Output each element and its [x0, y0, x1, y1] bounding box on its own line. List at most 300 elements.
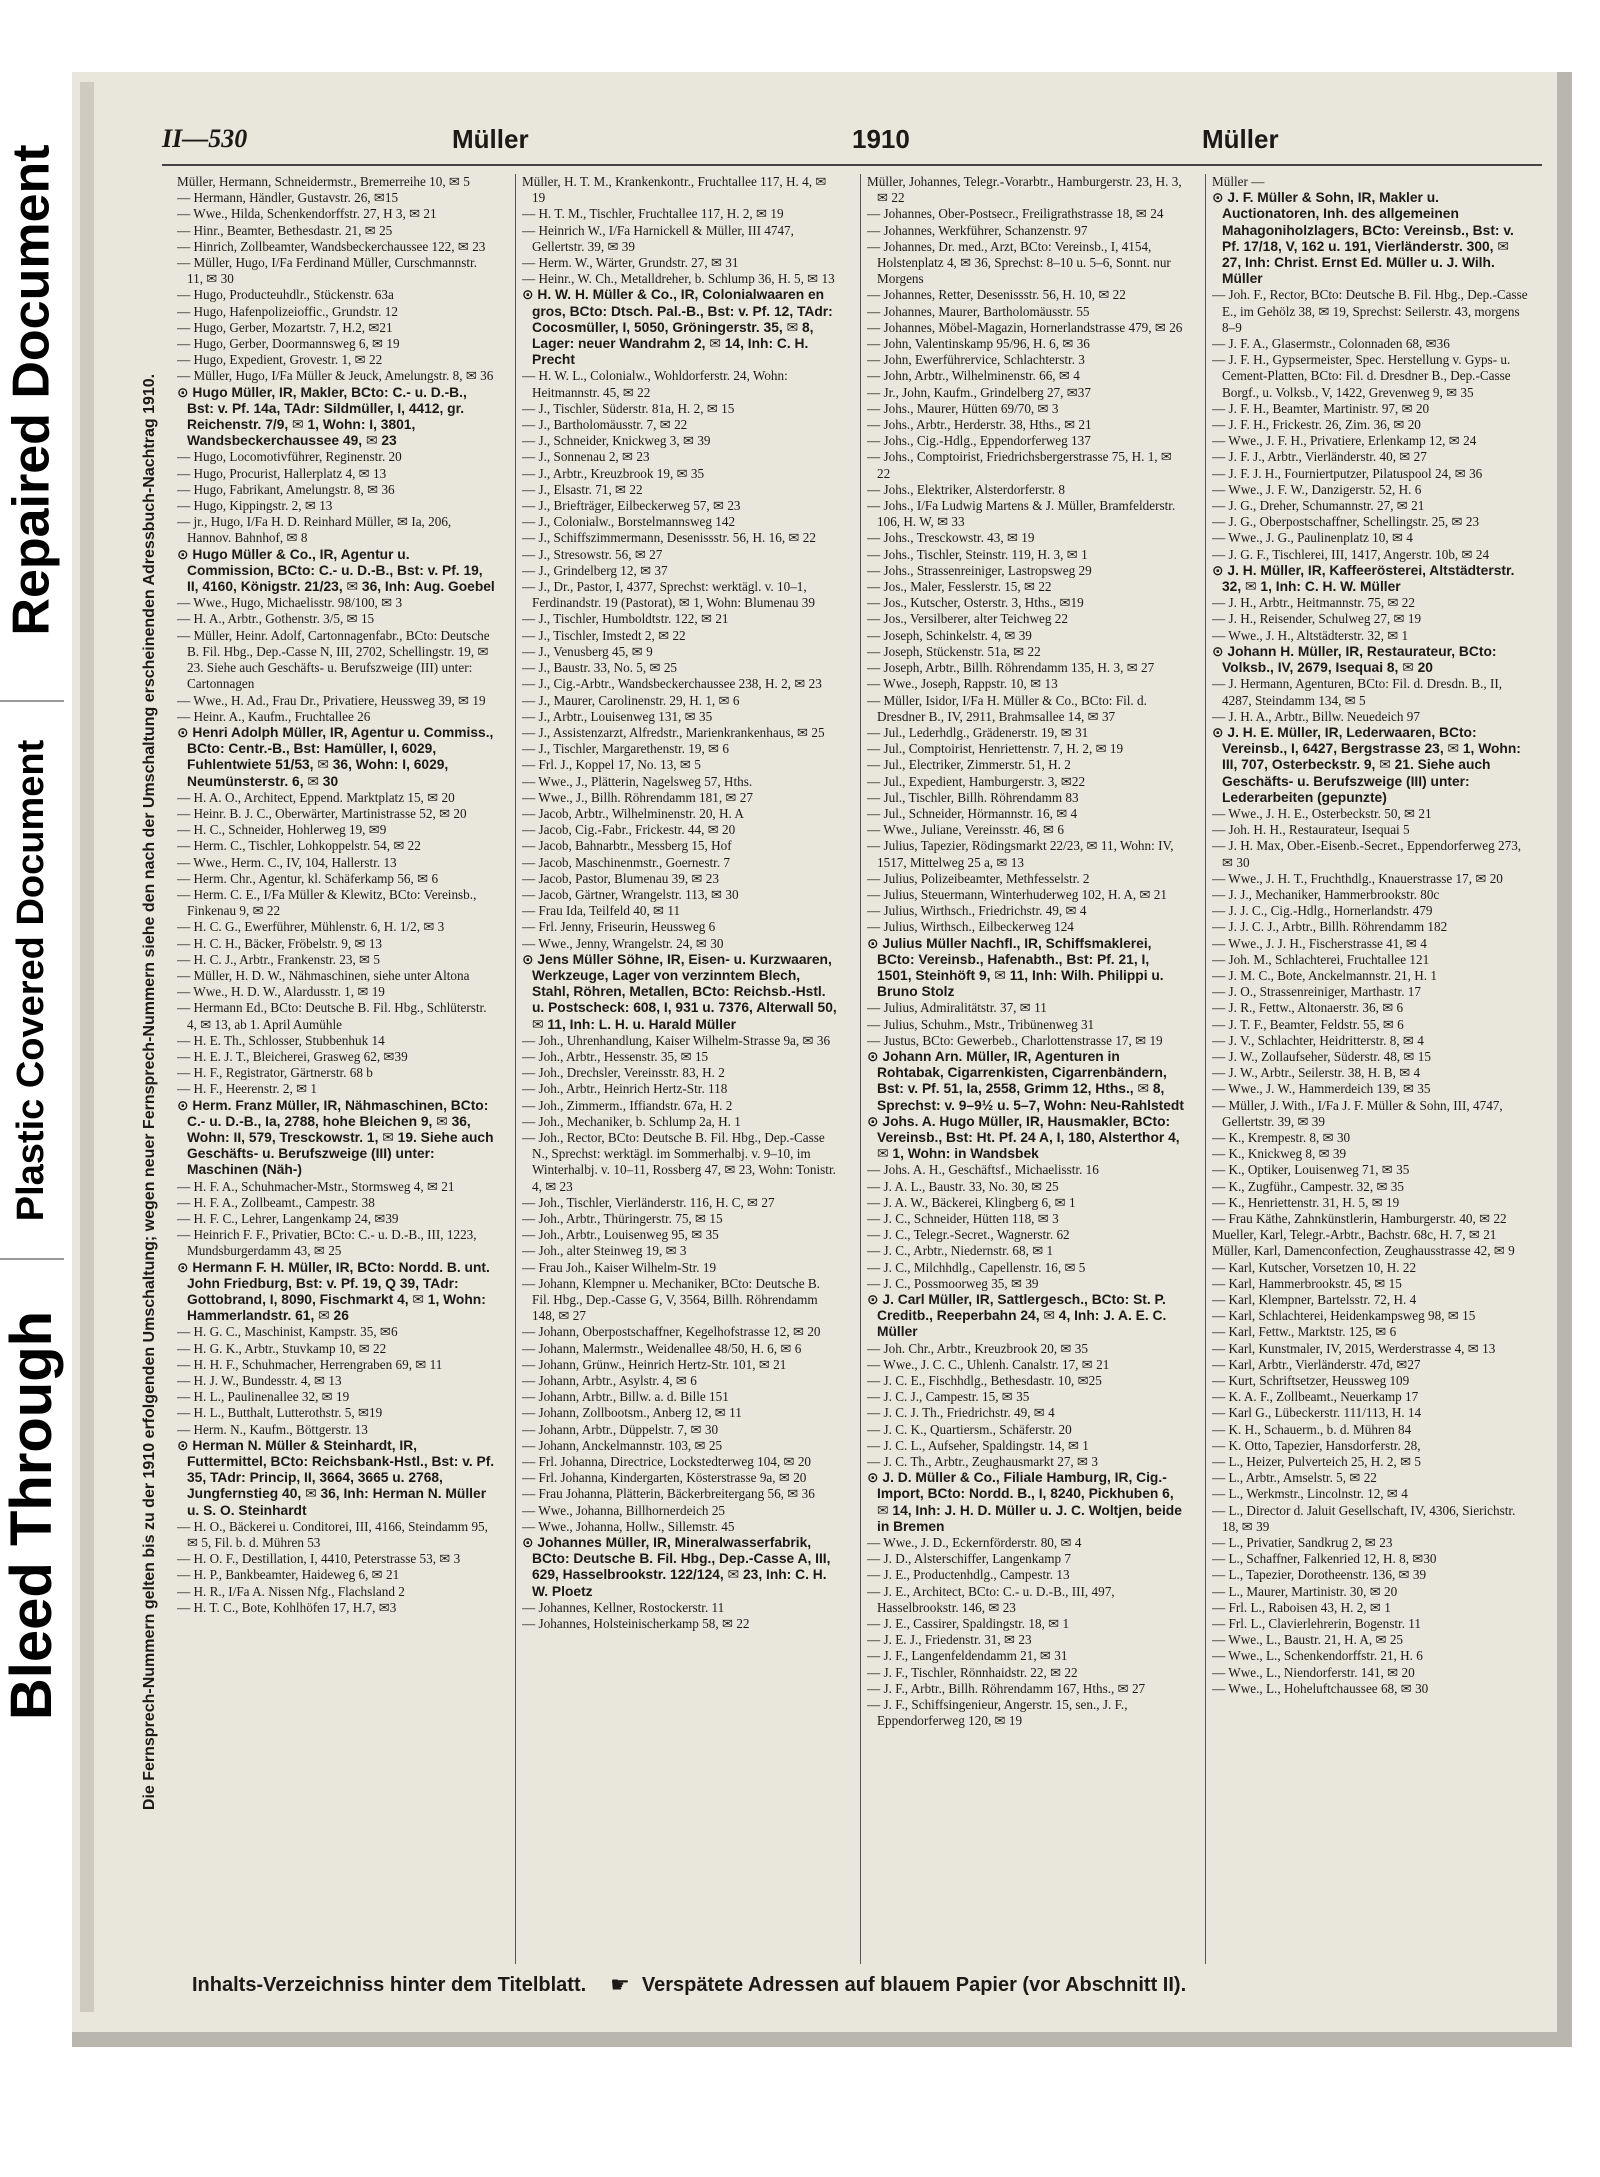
column-divider: [860, 174, 861, 1964]
directory-entry: — L., Werkmstr., Lincolnstr. 12, ✉ 4: [1212, 1486, 1408, 1502]
directory-entry: — Wwe., J. D., Eckernförderstr. 80, ✉ 4: [867, 1535, 1082, 1551]
directory-entry: — Karl, Arbtr., Vierländerstr. 47d, ✉27: [1212, 1356, 1421, 1372]
directory-entry: — K., Krempestr. 8, ✉ 30: [1212, 1129, 1351, 1145]
firm-entry: ⊙ Julius Müller Nachfl., IR, Schiffsmaklerei, BCto: Vereinsb., Hafenabth., Bst: Pf. 21, I, 1501, Steinhöft 9, ✉ 11, Inh: Wilh. Philippi u. Bruno Stolz: [867, 935, 1164, 1000]
directory-entry: — Jul., Expedient, Hamburgerstr. 3, ✉22: [867, 773, 1086, 789]
directory-entry: — Jos., Kutscher, Osterstr. 3, Hths., ✉19: [867, 595, 1084, 611]
directory-entry: — Johannes, Dr. med., Arzt, BCto: Vereinsb., I, 4154, Holstenplatz 4, ✉ 36, Sprechst: 8–10 u. 5–6, Sonnt. nur Morgens: [867, 238, 1171, 287]
directory-entry: — Heinr. A., Kaufm., Fruchtallee 26: [177, 708, 371, 724]
directory-entry: — Joh. M., Schlachterei, Fruchtallee 121: [1212, 951, 1430, 967]
directory-columns: [177, 174, 1549, 1964]
directory-entry: — jr., Hugo, I/Fa H. D. Reinhard Müller, ✉ Ia, 206, Hannov. Bahnhof, ✉ 8: [177, 514, 452, 546]
directory-entry: — Frau Käthe, Zahnkünstlerin, Hamburgerstr. 40, ✉ 22: [1212, 1211, 1507, 1226]
directory-entry: — Wwe., J., Plätterin, Nagelsweg 57, Hths.: [522, 773, 753, 789]
directory-entry: — J., Sonnenau 2, ✉ 23: [522, 449, 650, 465]
directory-entry: — Karl G., Lübeckerstr. 111/113, H. 14: [1212, 1405, 1422, 1421]
directory-entry: — Joh., Uhrenhandlung, Kaiser Wilhelm-Strasse 9a, ✉ 36: [522, 1032, 831, 1048]
directory-entry: — Wwe., J. W., Hammerdeich 139, ✉ 35: [1212, 1081, 1431, 1097]
directory-entry: — Wwe., L., Baustr. 21, H. A, ✉ 25: [1212, 1632, 1404, 1648]
directory-entry: — Müller, H. D. W., Nähmaschinen, siehe unter Altona: [177, 967, 470, 983]
directory-entry: — Jacob, Arbtr., Wilhelminenstr. 20, H. A: [522, 805, 744, 821]
directory-entry: — J. C. K., Quartiersm., Schäferstr. 20: [867, 1421, 1072, 1437]
directory-entry: — J. W., Zollaufseher, Süderstr. 48, ✉ 15: [1212, 1048, 1431, 1064]
directory-entry: — Joh., alter Steinweg 19, ✉ 3: [522, 1243, 687, 1259]
directory-entry: — L., Arbtr., Amselstr. 5, ✉ 22: [1212, 1470, 1377, 1486]
directory-entry: Müller —: [1212, 174, 1265, 189]
directory-entry: — J. F., Langenfeldendamm 21, ✉ 31: [867, 1648, 1068, 1664]
directory-entry: — H. G. C., Maschinist, Kampstr. 35, ✉6: [177, 1324, 398, 1340]
directory-entry: — Herm. W., Wärter, Grundstr. 27, ✉ 31: [522, 255, 739, 271]
directory-entry: — J., Elsastr. 71, ✉ 22: [522, 481, 643, 497]
directory-entry: — J. E., Architect, BCto: C.- u. D.-B., III, 497, Hasselbrookstr. 146, ✉ 23: [867, 1583, 1115, 1615]
directory-entry: — J., Tischler, Humboldtstr. 122, ✉ 21: [522, 611, 729, 627]
directory-entry: — J., Dr., Pastor, I, 4377, Sprechst: werktägl. v. 10–1, Ferdinandstr. 19 (Pastorat), ✉ 1, Wohn: Blumenau 39: [522, 579, 815, 611]
directory-entry: — Heinrich F. F., Privatier, BCto: C.- u. D.-B., III, 1223, Mundsburgerdamm 43, ✉ 25: [177, 1227, 477, 1259]
directory-entry: — J. F. J., Arbtr., Vierländerstr. 40, ✉ 27: [1212, 449, 1427, 465]
directory-entry: — Wwe., J. H. T., Fruchthdlg., Knauerstrasse 17, ✉ 20: [1212, 870, 1503, 886]
directory-entry: — Jacob, Gärtner, Wrangelstr. 113, ✉ 30: [522, 886, 739, 902]
directory-entry: — H. C., Schneider, Hohlerweg 19, ✉9: [177, 822, 387, 838]
firm-entry: ⊙ Herman N. Müller & Steinhardt, IR, Futtermittel, BCto: Reichsbank-Hstl., Bst: v. Pf. 35, TAdr: Princip, II, 3664, 3665 u. 2768, Jungfernstieg 40, ✉ 36, Inh: Herman N. Müller u. S. O. Steinhardt: [177, 1437, 495, 1518]
running-head: [162, 124, 1552, 164]
directory-entry: — H. J. W., Bundesstr. 4, ✉ 13: [177, 1373, 342, 1389]
directory-entry: — John, Valentinskamp 95/96, H. 6, ✉ 36: [867, 336, 1090, 352]
directory-entry: — J. F. H., Frickestr. 26, Zim. 36, ✉ 20: [1212, 417, 1421, 433]
firm-entry: ⊙ Henri Adolph Müller, IR, Agentur u. Commiss., BCto: Centr.-B., Bst: Hamüller, I, 6029, Fuhlentwiete 51/53, ✉ 36, Wohn: I, 6029, Neumünsterstr. 6, ✉ 30: [177, 724, 494, 789]
directory-entry: — L., Maurer, Martinistr. 30, ✉ 20: [1212, 1583, 1398, 1599]
directory-entry: — Jul., Electriker, Zimmerstr. 51, H. 2: [867, 757, 1071, 773]
directory-entry: — H. C. H., Bäcker, Fröbelstr. 9, ✉ 13: [177, 935, 383, 951]
margin-note: Die Fernsprech-Nummern gelten bis zu der 1910 erfolgenden Umschaltung; wegen neuer Fernsprech-Nummern siehe den nach der Umschaltung erscheinenden Adressbuch-Nachtrag 1910.: [141, 373, 158, 1811]
directory-entry: — Johann, Zollbootsm., Anberg 12, ✉ 11: [522, 1405, 742, 1421]
firm-entry: ⊙ J. D. Müller & Co., Filiale Hamburg, IR, Cig.-Import, BCto: Nordd. B., I, 8240, Pickhuben 6, ✉ 14, Inh: J. H. D. Müller u. J. C. Woltjen, beide in Bremen: [867, 1470, 1182, 1534]
directory-entry: — Johs., Cig.-Hdlg., Eppendorferweg 137: [867, 433, 1091, 449]
directory-entry: — Wwe., Jenny, Wrangelstr. 24, ✉ 30: [522, 935, 724, 951]
directory-entry: — Joh., Arbtr., Louisenweg 95, ✉ 35: [522, 1227, 719, 1243]
directory-entry: — Wwe., Herm. C., IV, 104, Hallerstr. 13: [177, 854, 397, 870]
page-footer: [192, 1968, 1552, 2002]
directory-entry: — H. C. J., Arbtr., Frankenstr. 23, ✉ 5: [177, 951, 381, 967]
firm-entry: ⊙ H. W. H. Müller & Co., IR, Colonialwaaren en gros, BCto: Dtsch. Pal.-B., Bst: v. Pf. 12, TAdr: Cocosmüller, I, 5050, Gröningerstr. 35, ✉ 8, Lager: neuer Wandrahm 2, ✉ 14, Inh: C. H. Precht: [522, 287, 833, 368]
directory-entry: — J. J. C. J., Arbtr., Billh. Röhrendamm 182: [1212, 919, 1448, 935]
directory-entry: — Hugo, Kippingstr. 2, ✉ 13: [177, 498, 333, 514]
directory-entry: — Johannes, Maurer, Bartholomäusstr. 55: [867, 303, 1090, 319]
directory-entry: — J. W., Arbtr., Seilerstr. 38, H. B, ✉ 4: [1212, 1065, 1421, 1081]
directory-entry: — John, Ewerführervice, Schlachterstr. 3: [867, 352, 1085, 368]
firm-entry: ⊙ Jens Müller Söhne, IR, Eisen- u. Kurzwaaren, Werkzeuge, Lager von verzinntem Blech, Stahl, Röhren, Metallen, BCto: Reichsb.-Hstl. u. Postscheck: 608, I, 931 u. 7376, Alterwall 50, ✉ 11, Inh: L. H. u. Harald Müller: [522, 951, 837, 1032]
directory-entry: — Hermann, Händler, Gustavstr. 26, ✉15: [177, 190, 399, 206]
directory-entry: — J. O., Strassenreiniger, Marthastr. 17: [1212, 984, 1421, 1000]
directory-entry: — Frau Joh., Kaiser Wilhelm-Str. 19: [522, 1259, 717, 1275]
directory-entry: — Wwe., J. F. W., Danzigerstr. 52, H. 6: [1212, 481, 1422, 497]
directory-entry: — Johs., Tischler, Steinstr. 119, H. 3, ✉ 1: [867, 546, 1088, 562]
directory-entry: — Wwe., J. G., Paulinenplatz 10, ✉ 4: [1212, 530, 1413, 546]
directory-entry: — H. G. K., Arbtr., Stuvkamp 10, ✉ 22: [177, 1340, 387, 1356]
directory-entry: — H. A. O., Architect, Eppend. Marktplatz 15, ✉ 20: [177, 789, 455, 805]
directory-entry: — J., Venusberg 45, ✉ 9: [522, 643, 653, 659]
directory-entry: — H. E. J. T., Bleicherei, Grasweg 62, ✉39: [177, 1048, 408, 1064]
pointing-hand-icon: ☛: [610, 1972, 630, 1997]
directory-entry: — Frl. J., Koppel 17, No. 13, ✉ 5: [522, 757, 701, 773]
column-divider: [515, 174, 516, 1964]
directory-entry: — Joh., Arbtr., Hessenstr. 35, ✉ 15: [522, 1048, 709, 1064]
directory-entry: — J. Hermann, Agenturen, BCto: Fil. d. Dresdn. B., II, 4287, Steindamm 134, ✉ 5: [1212, 676, 1503, 708]
directory-entry: — Joseph, Arbtr., Billh. Röhrendamm 135, H. 3, ✉ 27: [867, 660, 1155, 676]
directory-entry: — J., Tischler, Imstedt 2, ✉ 22: [522, 627, 686, 643]
directory-entry: — J. G., Oberpostschaffner, Schellingstr. 25, ✉ 23: [1212, 514, 1480, 530]
directory-entry: — Hugo, Locomotivführer, Reginenstr. 20: [177, 449, 402, 465]
directory-entry: — L., Heizer, Pulverteich 25, H. 2, ✉ 5: [1212, 1454, 1422, 1470]
directory-entry: — J., Bartholomäusstr. 7, ✉ 22: [522, 417, 688, 433]
directory-entry: — Julius, Wirthsch., Friedrichstr. 49, ✉ 4: [867, 903, 1087, 919]
directory-entry: — Karl, Hammerbrookstr. 45, ✉ 15: [1212, 1275, 1402, 1291]
directory-entry: — J., Arbtr., Louisenweg 131, ✉ 35: [522, 708, 713, 724]
directory-entry: — Frl. Jenny, Friseurin, Heussweg 6: [522, 919, 716, 935]
directory-entry: — Herm. C., Tischler, Lohkoppelstr. 54, ✉ 22: [177, 838, 421, 854]
directory-entry: — H. L., Butthalt, Lutterothstr. 5, ✉19: [177, 1405, 383, 1421]
directory-entry: — Joh., Arbtr., Thüringerstr. 75, ✉ 15: [522, 1211, 723, 1226]
directory-entry: — J. G., Dreher, Schumannstr. 27, ✉ 21: [1212, 498, 1425, 514]
directory-entry: — Heinr. B. J. C., Oberwärter, Martinistrasse 52, ✉ 20: [177, 805, 467, 821]
directory-entry: — K. Otto, Tapezier, Hansdorferstr. 28,: [1212, 1437, 1421, 1453]
directory-entry: — J. C., Arbtr., Niedernstr. 68, ✉ 1: [867, 1243, 1054, 1259]
directory-entry: — Joh., Zimmerm., Iffiandstr. 67a, H. 2: [522, 1097, 733, 1113]
directory-entry: — J. C., Schneider, Hütten 118, ✉ 3: [867, 1211, 1059, 1226]
directory-entry: — Frl. L., Raboisen 43, H. 2, ✉ 1: [1212, 1599, 1391, 1615]
directory-entry: — Jacob, Bahnarbtr., Messberg 15, Hof: [522, 838, 732, 854]
directory-entry: — J. J. C., Cig.-Hdlg., Hornerlandstr. 479: [1212, 903, 1433, 919]
header-rule: [162, 164, 1542, 166]
directory-entry: — Julius, Polizeibeamter, Methfesselstr. 2: [867, 870, 1090, 886]
directory-entry: — Julius, Admiralitätstr. 37, ✉ 11: [867, 1000, 1047, 1016]
directory-entry: — J., Tischler, Margarethenstr. 19, ✉ 6: [522, 741, 729, 757]
directory-entry: — Johann, Grünw., Heinrich Hertz-Str. 101, ✉ 21: [522, 1356, 787, 1372]
directory-entry: — Wwe., H. Ad., Frau Dr., Privatiere, Heussweg 39, ✉ 19: [177, 692, 486, 708]
footer-index-note: Inhalts-Verzeichniss hinter dem Titelblatt.: [192, 1973, 587, 1996]
directory-entry: — Johannes, Holsteinischerkamp 58, ✉ 22: [522, 1616, 750, 1632]
directory-entry: — Hugo, Producteuhdlr., Stückenstr. 63a: [177, 287, 394, 303]
directory-entry: — Müller, J. With., I/Fa J. F. Müller & Sohn, III, 4747, Gellertstr. 39, ✉ 39: [1212, 1097, 1503, 1129]
directory-entry: — Joh., Drechsler, Vereinsstr. 83, H. 2: [522, 1065, 725, 1081]
directory-entry: — Wwe., J. C. C., Uhlenh. Canalstr. 17, ✉ 21: [867, 1356, 1110, 1372]
directory-entry: — Johann, Arbtr., Billw. a. d. Bille 151: [522, 1389, 729, 1405]
firm-entry: ⊙ Hermann F. H. Müller, IR, BCto: Nordd. B. unt. John Friedburg, Bst: v. Pf. 19, Q 39, TAdr: Gottobrand, I, 8090, Fischmarkt 4, ✉ 1, Wohn: Hammerlandstr. 61, ✉ 26: [177, 1259, 490, 1324]
directory-entry: — J. T. F., Beamter, Feldstr. 55, ✉ 6: [1212, 1016, 1404, 1032]
directory-entry: — Johann, Malermstr., Weidenallee 48/50, H. 6, ✉ 6: [522, 1340, 802, 1356]
directory-entry: Müller, Johannes, Telegr.-Vorarbtr., Hamburgerstr. 23, H. 3, ✉ 22: [867, 174, 1182, 206]
directory-entry: — Wwe., H. D. W., Alardusstr. 1, ✉ 19: [177, 984, 385, 1000]
directory-entry: — J., Maurer, Carolinenstr. 29, H. 1, ✉ 6: [522, 692, 740, 708]
directory-entry: — L., Director d. Jaluit Gesellschaft, IV, 4306, Sierichstr. 18, ✉ 39: [1212, 1502, 1516, 1534]
directory-entry: — J. F. H., Gypsermeister, Spec. Herstellung v. Gyps- u. Cement-Platten, BCto: Fil. d. Dresdner B., Dep.-Casse Borgf., u. Volksb., V, 1422, Grevenweg 9, ✉ 35: [1212, 352, 1511, 400]
directory-entry: — K., Zugführ., Campestr. 32, ✉ 35: [1212, 1178, 1404, 1194]
directory-entry: — Johs., Tresckowstr. 43, ✉ 19: [867, 530, 1035, 546]
directory-entry: — Müller, Isidor, I/Fa H. Müller & Co., BCto: Fil. d. Dresdner B., IV, 2911, Brahmsallee 14, ✉ 37: [867, 692, 1147, 724]
directory-entry: — Johann, Anckelmannstr. 103, ✉ 25: [522, 1437, 723, 1453]
directory-entry: — J. H. Max, Ober.-Eisenb.-Secret., Eppendorferweg 273, ✉ 30: [1212, 838, 1522, 870]
directory-entry: — Joh., Arbtr., Heinrich Hertz-Str. 118: [522, 1081, 728, 1097]
directory-entry: — K., Knickweg 8, ✉ 39: [1212, 1146, 1347, 1162]
directory-entry: — H. C. G., Ewerführer, Mühlenstr. 6, H. 1/2, ✉ 3: [177, 919, 445, 935]
directory-entry: — Johs., Maurer, Hütten 69/70, ✉ 3: [867, 400, 1059, 416]
directory-entry: — Jul., Lederhdlg., Grädenerstr. 19, ✉ 31: [867, 724, 1089, 740]
directory-entry: — J. F. H., Beamter, Martinistr. 97, ✉ 20: [1212, 400, 1430, 416]
directory-entry: — Johs. A. H., Geschäftsf., Michaelisstr. 16: [867, 1162, 1099, 1178]
directory-entry: — H. F. C., Lehrer, Langenkamp 24, ✉39: [177, 1211, 399, 1226]
directory-entry: — Jacob, Maschinenmstr., Goernestr. 7: [522, 854, 731, 870]
directory-entry: — Frau Johanna, Plätterin, Bäckerbreitergang 56, ✉ 36: [522, 1486, 815, 1502]
directory-entry: — Joh., Tischler, Vierländerstr. 116, H. C, ✉ 27: [522, 1194, 775, 1210]
directory-entry: — Wwe., J. J. H., Fischerstrasse 41, ✉ 4: [1212, 935, 1427, 951]
firm-entry: ⊙ J. F. Müller & Sohn, IR, Makler u. Auctionatoren, Inh. des allgemeinen Mahagoniholzlagers, BCto: Vereinsb., Bst: v. Pf. 17/18, V, 162 u. 191, Vierländerstr. 300, ✉ 27, Inh: Christ. Ernst Ed. Müller u. J. Wilh. Müller: [1212, 190, 1514, 287]
directory-entry: — Karl, Schlachterei, Heidenkampsweg 98, ✉ 15: [1212, 1308, 1476, 1324]
firm-entry: ⊙ Johann H. Müller, IR, Restaurateur, BCto: Volksb., IV, 2679, Isequai 8, ✉ 20: [1212, 643, 1497, 676]
directory-entry: — Hugo, Expedient, Grovestr. 1, ✉ 22: [177, 352, 383, 368]
directory-entry: — Jr., John, Kaufm., Grindelberg 27, ✉37: [867, 384, 1091, 400]
directory-entry: — J. C. Th., Arbtr., Zeughausmarkt 27, ✉ 3: [867, 1454, 1098, 1470]
directory-entry: — H. F., Registrator, Gärtnerstr. 68 b: [177, 1065, 373, 1081]
directory-entry: — Johann, Oberpostschaffner, Kegelhofstrasse 12, ✉ 20: [522, 1324, 821, 1340]
year: 1910: [852, 124, 910, 154]
directory-entry: — J. J., Mechaniker, Hammerbrookstr. 80c: [1212, 886, 1440, 902]
directory-entry: — H. W. L., Colonialw., Wohldorferstr. 24, Wohn: Heitmannstr. 45, ✉ 22: [522, 368, 788, 400]
directory-entry: — H. F., Heerenstr. 2, ✉ 1: [177, 1081, 318, 1097]
directory-entry: — Frau Ida, Teilfeld 40, ✉ 11: [522, 903, 681, 919]
left-catchword: Müller: [452, 124, 529, 154]
directory-entry: — Heinrich W., I/Fa Harnickell & Müller, III 4747, Gellertstr. 39, ✉ 39: [522, 222, 794, 254]
directory-entry: — J. C., Milchhdlg., Capellenstr. 16, ✉ 5: [867, 1259, 1086, 1275]
directory-entry: — Johs., Comptoirist, Friedrichsbergerstrasse 75, H. 1, ✉ 22: [867, 449, 1172, 481]
directory-entry: — Joh. F., Rector, BCto: Deutsche B. Fil. Hbg., Dep.-Casse E., im Gehölz 38, ✉ 19, Sprechst: Seilerstr. 43, morgens 8–9: [1212, 287, 1528, 335]
directory-entry: — Hugo, Procurist, Hallerplatz 4, ✉ 13: [177, 465, 387, 481]
column-1: [177, 174, 495, 1964]
directory-entry: — J. M. C., Bote, Anckelmannstr. 21, H. 1: [1212, 967, 1437, 983]
directory-entry: — Joh., Mechaniker, b. Schlump 2a, H. 1: [522, 1113, 741, 1129]
directory-entry: — Herm. N., Kaufm., Böttgerstr. 13: [177, 1421, 368, 1437]
directory-entry: — Jacob, Pastor, Blumenau 39, ✉ 23: [522, 870, 719, 886]
directory-entry: — Wwe., J., Billh. Röhrendamm 181, ✉ 27: [522, 789, 753, 805]
directory-entry: — J. D., Alsterschiffer, Langenkamp 7: [867, 1551, 1071, 1567]
column-divider: [1205, 174, 1206, 1964]
directory-entry: Müller, H. T. M., Krankenkontr., Fruchtallee 117, H. 4, ✉ 19: [522, 174, 827, 206]
directory-entry: — Frl. Johanna, Kindergarten, Kösterstrasse 9a, ✉ 20: [522, 1470, 807, 1486]
directory-entry: — K., Henriettenstr. 31, H. 5, ✉ 19: [1212, 1194, 1400, 1210]
directory-entry: — J. C. J., Campestr. 15, ✉ 35: [867, 1389, 1030, 1405]
directory-entry: — L., Tapezier, Dorotheenstr. 136, ✉ 39: [1212, 1567, 1427, 1583]
directory-entry: — J., Colonialw., Borstelmannsweg 142: [522, 514, 736, 530]
directory-entry: — Justus, BCto: Gewerbeb., Charlottenstrasse 17, ✉ 19: [867, 1032, 1163, 1048]
firm-entry: ⊙ J. H. E. Müller, IR, Lederwaaren, BCto: Vereinsb., I, 6427, Bergstrasse 23, ✉ 1, Wohn: III, 707, Osterbeckstr. 9, ✉ 21. Siehe auch Geschäfts- u. Berufszweige (III) unter: Lederarbeiten (gepunzte): [1212, 724, 1521, 805]
directory-entry: — J. F., Arbtr., Billh. Röhrendamm 167, Hths., ✉ 27: [867, 1680, 1146, 1696]
directory-entry: — H. R., I/Fa A. Nissen Nfg., Flachsland 2: [177, 1583, 405, 1599]
directory-entry: — J. C., Telegr.-Secret., Wagnerstr. 62: [867, 1227, 1070, 1243]
directory-entry: — H. L., Paulinenallee 32, ✉ 19: [177, 1389, 350, 1405]
directory-entry: — J. F., Tischler, Rönnhaidstr. 22, ✉ 22: [867, 1664, 1078, 1680]
directory-entry: — Herm. Chr., Agentur, kl. Schäferkamp 56, ✉ 6: [177, 870, 439, 886]
directory-entry: — Karl, Kunstmaler, IV, 2015, Werderstrasse 4, ✉ 13: [1212, 1340, 1496, 1356]
directory-entry: — J. G. F., Tischlerei, III, 1417, Angerstr. 10b, ✉ 24: [1212, 546, 1490, 562]
directory-entry: — Johannes, Möbel-Magazin, Hornerlandstrasse 479, ✉ 26: [867, 319, 1183, 335]
directory-entry: — Johannes, Ober-Postsecr., Freiligrathstrasse 18, ✉ 24: [867, 206, 1164, 222]
directory-entry: — Müller, Heinr. Adolf, Cartonnagenfabr., BCto: Deutsche B. Fil. Hbg., Dep.-Casse N, III, 2702, Schellingstr. 19, ✉ 23. Siehe auch Geschäfts- u. Berufszweige (III) unter: Cartonnagen: [177, 627, 490, 692]
repaired-document-tag: Repaired Document: [3, 144, 61, 636]
directory-entry: — Johann, Arbtr., Asylstr. 4, ✉ 6: [522, 1373, 697, 1389]
directory-entry: — Johs., I/Fa Ludwig Martens & J. Müller, Bramfelderstr. 106, H. W, ✉ 33: [867, 498, 1176, 530]
directory-entry: — Wwe., J. H. E., Osterbeckstr. 50, ✉ 21: [1212, 805, 1432, 821]
directory-entry: — Jos., Versilberer, alter Teichweg 22: [867, 611, 1068, 627]
directory-entry: — Müller, Hugo, I/Fa Müller & Jeuck, Amelungstr. 8, ✉ 36: [177, 368, 494, 384]
directory-entry: — J., Assistenzarzt, Alfredstr., Marienkrankenhaus, ✉ 25: [522, 724, 825, 740]
directory-entry: — Herm. C. E., I/Fa Müller & Klewitz, BCto: Vereinsb., Finkenau 9, ✉ 22: [177, 886, 477, 919]
directory-entry: — K., Optiker, Louisenweg 71, ✉ 35: [1212, 1162, 1410, 1178]
directory-entry: — Hugo, Gerber, Mozartstr. 7, H.2, ✉21: [177, 319, 393, 335]
directory-entry: — J. H., Reisender, Schulweg 27, ✉ 19: [1212, 611, 1422, 627]
directory-entry: — Julius, Schuhm., Mstr., Tribünenweg 31: [867, 1016, 1095, 1032]
directory-entry: — Johs., Elektriker, Alsterdorferstr. 8: [867, 481, 1065, 497]
directory-entry: — Wwe., L., Hoheluftchaussee 68, ✉ 30: [1212, 1680, 1429, 1696]
directory-entry: — Jul., Tischler, Billh. Röhrendamm 83: [867, 789, 1079, 805]
directory-entry: — Hugo, Fabrikant, Amelungstr. 8, ✉ 36: [177, 481, 395, 497]
directory-entry: — Julius, Steuermann, Winterhuderweg 102, H. A, ✉ 21: [867, 886, 1167, 902]
directory-entry: — Hinr., Beamter, Bethesdastr. 21, ✉ 25: [177, 222, 393, 238]
directory-entry: — J., Schneider, Knickweg 3, ✉ 39: [522, 433, 711, 449]
directory-entry: — J. F. J. H., Fourniertputzer, Pilatuspool 24, ✉ 36: [1212, 465, 1483, 481]
directory-entry: — Wwe., Juliane, Vereinsstr. 46, ✉ 6: [867, 822, 1064, 838]
directory-entry: — H. F. A., Zollbeamt., Campestr. 38: [177, 1194, 375, 1210]
directory-entry: — H. A., Arbtr., Gothenstr. 3/5, ✉ 15: [177, 611, 375, 627]
directory-entry: Müller, Hermann, Schneidermstr., Bremerreihe 10, ✉ 5: [177, 174, 470, 189]
directory-entry: — J., Stresowstr. 56, ✉ 27: [522, 546, 663, 562]
directory-entry: — J. C. L., Aufseher, Spaldingstr. 14, ✉ 1: [867, 1437, 1089, 1453]
directory-entry: — Wwe., L., Niendorferstr. 141, ✉ 20: [1212, 1664, 1415, 1680]
directory-entry: — Karl, Klempner, Bartelsstr. 72, H. 4: [1212, 1292, 1417, 1308]
directory-entry: — J. C., Possmoorweg 35, ✉ 39: [867, 1275, 1039, 1291]
directory-entry: — Wwe., Johanna, Billhornerdeich 25: [522, 1502, 726, 1518]
plastic-covered-document-tag: Plastic Covered Document: [0, 700, 64, 1260]
directory-entry: — J., Cig.-Arbtr., Wandsbeckerchaussee 238, H. 2, ✉ 23: [522, 676, 822, 692]
directory-entry: — J., Arbtr., Kreuzbrook 19, ✉ 35: [522, 465, 705, 481]
directory-entry: — H. E. Th., Schlosser, Stubbenhuk 14: [177, 1032, 385, 1048]
right-catchword: Müller: [1202, 124, 1279, 154]
directory-entry: — K. A. F., Zollbeamt., Neuerkamp 17: [1212, 1389, 1419, 1405]
directory-entry: — H. O., Bäckerei u. Conditorei, III, 4166, Steindamm 95, ✉ 5, Fil. b. d. Mühren 53: [177, 1518, 488, 1551]
directory-entry: — J. H. A., Arbtr., Billw. Neuedeich 97: [1212, 708, 1420, 724]
directory-entry: — J., Tischler, Süderstr. 81a, H. 2, ✉ 15: [522, 400, 735, 416]
directory-entry: — J. F. A., Glasermstr., Colonnaden 68, ✉36: [1212, 336, 1450, 352]
directory-entry: — Johann, Klempner u. Mechaniker, BCto: Deutsche B. Fil. Hbg., Dep.-Casse G, V, 3564, Billh. Röhrendamm 148, ✉ 27: [522, 1275, 820, 1324]
directory-entry: — Johannes, Kellner, Rostockerstr. 11: [522, 1599, 725, 1615]
firm-entry: ⊙ Johann Arn. Müller, IR, Agenturen in Rohtabak, Cigarrenkisten, Cigarrenbändern, Bst: v. Pf. 51, Ia, 2558, Grimm 12, Hths., ✉ 8, Sprechst: v. 9–9½ u. 5–7, Wohn: Neu-Rahlstedt: [867, 1048, 1184, 1113]
bleed-through-tag: Bleed Through: [0, 1310, 65, 1720]
side-tags: [0, 0, 64, 2177]
paper-sheet: [72, 72, 1557, 2032]
directory-entry: — J., Grindelberg 12, ✉ 37: [522, 562, 668, 578]
directory-entry: — Wwe., J. H., Altstädterstr. 32, ✉ 1: [1212, 627, 1409, 643]
firm-entry: ⊙ J. H. Müller, IR, Kaffeerösterei, Altstädterstr. 32, ✉ 1, Inh: C. H. W. Müller: [1212, 562, 1515, 595]
directory-entry: — J. V., Schlachter, Heidritterstr. 8, ✉ 4: [1212, 1032, 1424, 1048]
directory-entry: — J. E., Cassirer, Spaldingstr. 18, ✉ 1: [867, 1616, 1070, 1632]
directory-entry: — Frl. Johanna, Directrice, Lockstedterweg 104, ✉ 20: [522, 1454, 812, 1470]
directory-entry: — Müller, Hugo, I/Fa Ferdinand Müller, Curschmannstr. 11, ✉ 30: [177, 255, 478, 287]
directory-entry: — Jul., Schneider, Hörmannstr. 16, ✉ 4: [867, 805, 1078, 821]
directory-entry: — Wwe., Hugo, Michaelisstr. 98/100, ✉ 3: [177, 595, 403, 611]
directory-entry: — H. T. C., Bote, Kohlhöfen 17, H.7, ✉3: [177, 1599, 397, 1615]
directory-entry: — Joh. H. H., Restaurateur, Isequai 5: [1212, 822, 1410, 838]
directory-entry: — J. R., Fettw., Altonaerstr. 36, ✉ 6: [1212, 1000, 1404, 1016]
directory-entry: — Hugo, Hafenpolizeioffic., Grundstr. 12: [177, 303, 398, 319]
directory-entry: — Johs., Strassenreiniger, Lastropsweg 29: [867, 562, 1092, 578]
column-2: [522, 174, 840, 1964]
directory-entry: — Heinr., W. Ch., Metalldreher, b. Schlump 36, H. 5, ✉ 13: [522, 271, 835, 287]
directory-entry: Mueller, Karl, Telegr.-Arbtr., Bachstr. 68c, H. 7, ✉ 21: [1212, 1227, 1497, 1243]
page-edge: [80, 82, 94, 2012]
firm-entry: ⊙ Hugo Müller & Co., IR, Agentur u. Commission, BCto: C.- u. D.-B., Bst: v. Pf. 19, II, 4160, Königstr. 21/23, ✉ 36, Inh: Aug. Goebel: [177, 546, 495, 595]
directory-entry: — H. H. F., Schuhmacher, Herrengraben 69, ✉ 11: [177, 1356, 443, 1372]
directory-entry: — Karl, Kutscher, Vorsetzen 10, H. 22: [1212, 1259, 1417, 1275]
directory-entry: — J. C. J. Th., Friedrichstr. 49, ✉ 4: [867, 1405, 1055, 1421]
directory-entry: — Hermann Ed., BCto: Deutsche B. Fil. Hbg., Schlüterstr. 4, ✉ 13, ab 1. April Aumühle: [177, 1000, 487, 1032]
directory-entry: — Kurt, Schriftsetzer, Heussweg 109: [1212, 1373, 1410, 1389]
directory-entry: — Johannes, Retter, Desenissstr. 56, H. 10, ✉ 22: [867, 287, 1126, 303]
directory-entry: — Karl, Fettw., Marktstr. 125, ✉ 6: [1212, 1324, 1397, 1340]
directory-entry: — Wwe., Hilda, Schenkendorffstr. 27, H 3, ✉ 21: [177, 206, 437, 222]
directory-entry: — J. A. L., Baustr. 33, No. 30, ✉ 25: [867, 1178, 1059, 1194]
directory-entry: — Frl. L., Clavierlehrerin, Bogenstr. 11: [1212, 1616, 1422, 1632]
firm-entry: ⊙ Herm. Franz Müller, IR, Nähmaschinen, BCto: C.- u. D.-B., Ia, 2788, hohe Bleichen 9, ✉ 36, Wohn: II, 579, Tresckowstr. 1, ✉ 19. Siehe auch Geschäfts- u. Berufszweige (III) unter: Maschinen (Näh-): [177, 1097, 494, 1178]
firm-entry: ⊙ J. Carl Müller, IR, Sattlergesch., BCto: St. P. Creditb., Reeperbahn 24, ✉ 4, Inh: J. A. E. C. Müller: [867, 1292, 1167, 1340]
firm-entry: ⊙ Hugo Müller, IR, Makler, BCto: C.- u. D.-B., Bst: v. Pf. 14a, TAdr: Sildmüller, I, 4412, gr. Reichenstr. 7/9, ✉ 1, Wohn: I, 3801, Wandsbeckerchaussee 49, ✉ 23: [177, 384, 467, 449]
footer-late-addresses-note: Verspätete Adressen auf blauem Papier (vor Abschnitt II).: [641, 1973, 1187, 1996]
directory-entry: — Joh., Rector, BCto: Deutsche B. Fil. Hbg., Dep.-Casse N., Sprechst: werktägl. im Sommerhalbj. v. 9–10, im Winterhalbj. v. 10–11, Rossberg 47, ✉ 23, Wohn: Tonistr. 4, ✉ 23: [522, 1129, 836, 1194]
directory-entry: — J. C. E., Fischhdlg., Bethesdastr. 10, ✉25: [867, 1373, 1102, 1389]
directory-entry: — Julius, Wirthsch., Eilbeckerweg 124: [867, 919, 1074, 935]
directory-entry: — Jacob, Cig.-Fabr., Frickestr. 44, ✉ 20: [522, 822, 736, 838]
directory-entry: — H. P., Bankbeamter, Haideweg 6, ✉ 21: [177, 1567, 400, 1583]
firm-entry: ⊙ Johs. A. Hugo Müller, IR, Hausmakler, BCto: Vereinsb., Bst: Ht. Pf. 24 A, I, 180, Alsterthor 4, ✉ 1, Wohn: in Wandsbek: [867, 1113, 1180, 1162]
directory-entry: — K. H., Schauerm., b. d. Mühren 84: [1212, 1421, 1412, 1437]
directory-entry: — Julius, Tapezier, Rödingsmarkt 22/23, ✉ 11, Wohn: IV, 1517, Mittelweg 25 a, ✉ 13: [867, 838, 1174, 870]
directory-entry: Müller, Karl, Damenconfection, Zeughausstrasse 42, ✉ 9: [1212, 1243, 1515, 1259]
column-3: [867, 174, 1185, 1964]
directory-entry: — J. E., Productenhdlg., Campestr. 13: [867, 1567, 1070, 1583]
directory-entry: — Johs., Arbtr., Herderstr. 38, Hths., ✉ 21: [867, 417, 1092, 433]
directory-entry: — Hugo, Gerber, Doormannsweg 6, ✉ 19: [177, 336, 400, 352]
directory-entry: — J., Briefträger, Eilbeckerweg 57, ✉ 23: [522, 498, 741, 514]
directory-entry: — L., Privatier, Sandkrug 2, ✉ 23: [1212, 1535, 1393, 1551]
directory-entry: — H. T. M., Tischler, Fruchtallee 117, H. 2, ✉ 19: [522, 206, 784, 222]
directory-entry: — J. F., Schiffsingenieur, Angerstr. 15, sen., J. F., Eppendorferweg 120, ✉ 19: [867, 1697, 1128, 1729]
directory-entry: — Jos., Maler, Fesslerstr. 15, ✉ 22: [867, 579, 1052, 595]
directory-entry: — Johann, Arbtr., Düppelstr. 7, ✉ 30: [522, 1421, 719, 1437]
directory-entry: — Wwe., Joseph, Rappstr. 10, ✉ 13: [867, 676, 1058, 692]
directory-entry: — Johannes, Werkführer, Schanzenstr. 97: [867, 222, 1088, 238]
directory-entry: — J. A. W., Bäckerei, Klingberg 6, ✉ 1: [867, 1194, 1076, 1210]
directory-entry: — Wwe., L., Schenkendorffstr. 21, H. 6: [1212, 1648, 1423, 1664]
directory-entry: — Joseph, Stückenstr. 51a, ✉ 22: [867, 643, 1041, 659]
directory-entry: — J., Schiffszimmermann, Desenissstr. 56, H. 16, ✉ 22: [522, 530, 816, 546]
directory-entry: — Wwe., J. F. H., Privatiere, Erlenkamp 12, ✉ 24: [1212, 433, 1477, 449]
column-4: [1212, 174, 1530, 1964]
directory-entry: — Hinrich, Zollbeamter, Wandsbeckerchaussee 122, ✉ 23: [177, 238, 486, 254]
directory-entry: — L., Schaffner, Falkenried 12, H. 8, ✉30: [1212, 1551, 1437, 1567]
directory-entry: — H. O. F., Destillation, I, 4410, Peterstrasse 53, ✉ 3: [177, 1551, 461, 1567]
directory-entry: — Joseph, Schinkelstr. 4, ✉ 39: [867, 627, 1032, 643]
page-number: II—530: [162, 124, 248, 153]
directory-entry: — John, Arbtr., Wilhelminenstr. 66, ✉ 4: [867, 368, 1080, 384]
firm-entry: ⊙ Johannes Müller, IR, Mineralwasserfabrik, BCto: Deutsche B. Fil. Hbg., Dep.-Casse A, III, 629, Hasselbrookstr. 122/124, ✉ 23, Inh: C. H. W. Ploetz: [522, 1535, 831, 1599]
scanned-page: [72, 72, 1572, 2047]
directory-entry: — Joh. Chr., Arbtr., Kreuzbrook 20, ✉ 35: [867, 1340, 1088, 1356]
